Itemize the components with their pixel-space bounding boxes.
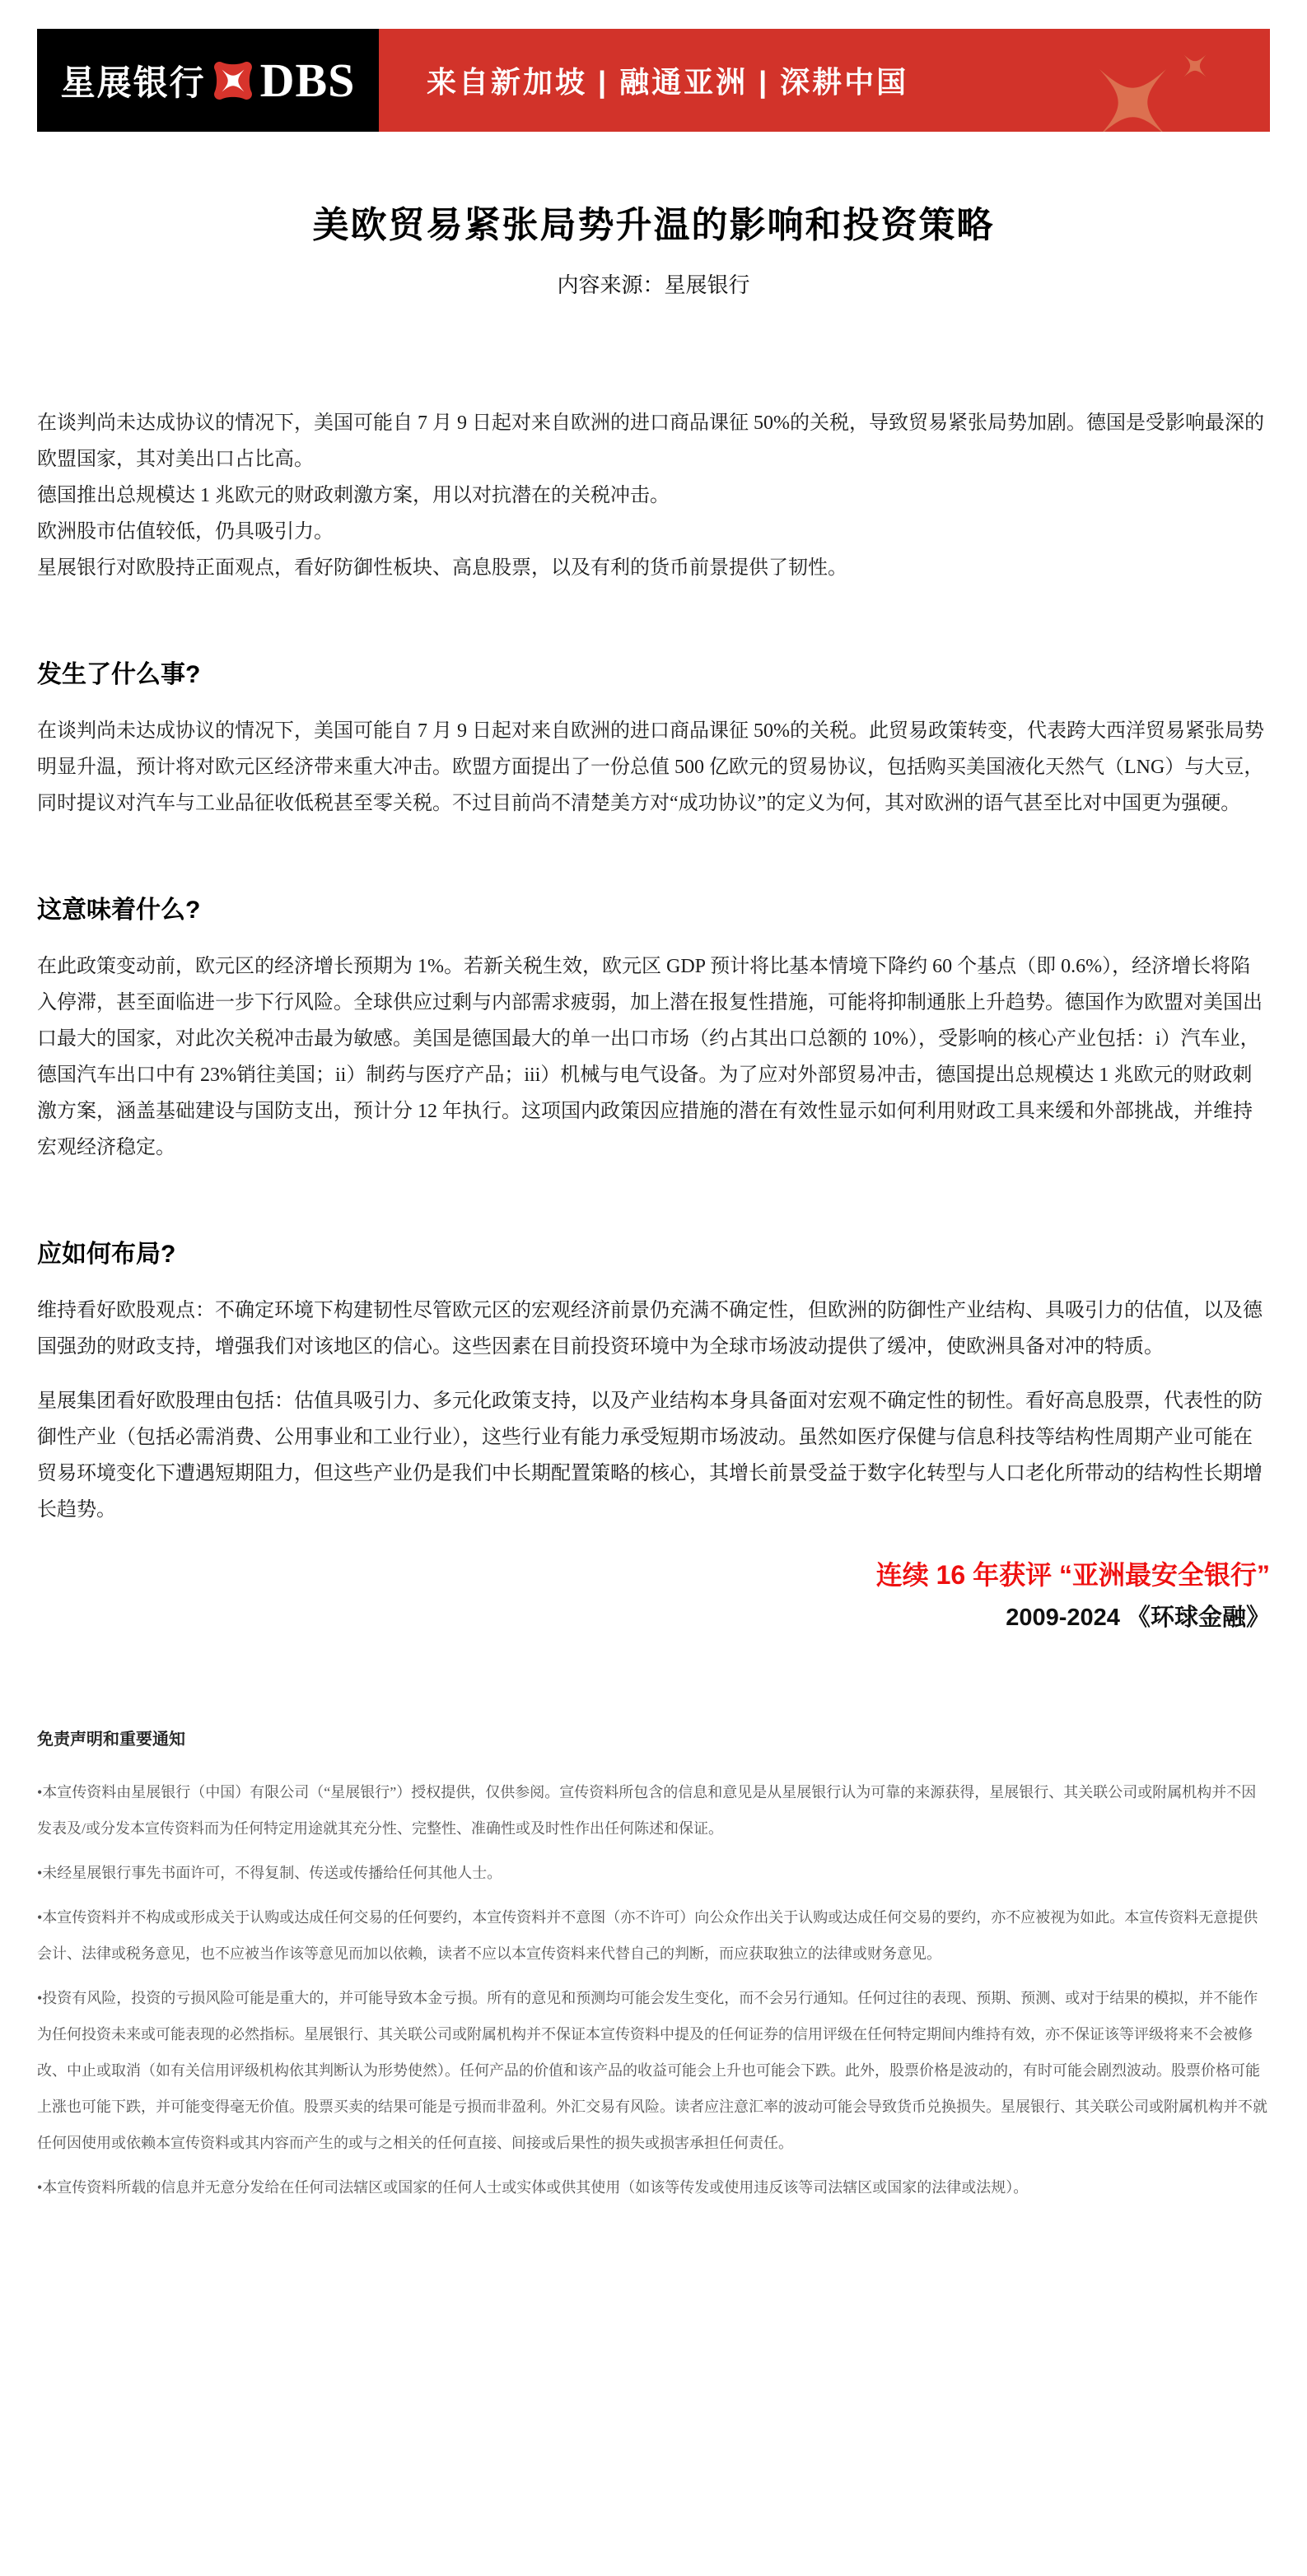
section-what-happened xyxy=(37,659,1270,822)
disclaimer-heading: 免责声明和重要通知 xyxy=(37,1731,185,1749)
header-banner xyxy=(37,29,1270,132)
summary-line: 星展银行对欧股持正面观点，看好防御性板块、高息股票，以及有利的货币前景提供了韧性。 xyxy=(37,557,847,579)
section-heading: 这意味着什么? xyxy=(37,897,201,924)
dbs-sparkle-small-icon xyxy=(1179,50,1211,82)
section-paragraph: 在谈判尚未达成协议的情况下，美国可能自 7 月 9 日起对来自欧洲的进口商品课征 50%的关税。此贸易政策转变，代表跨大西洋贸易紧张局势明显升温，预计将对欧元区经济带来重大冲击。欧盟方面提出了一份总值 500 亿欧元的贸易协议，包括购买美国液化天然气（LNG）与大豆，同时提议对汽车与工业品征收低税甚至零关税。不过目前尚不清楚美方对“成功协议”的定义为何，其对欧洲的语气甚至比对中国更为强硬。 xyxy=(37,720,1264,814)
summary-line: 欧洲股市估值较低，仍具吸引力。 xyxy=(37,521,334,543)
disclaimer-bullet: •本宣传资料由星展银行（中国）有限公司（“星展银行”）授权提供，仅供参阅。宣传资料所包含的信息和意见是从星展银行认为可靠的来源获得，星展银行、其关联公司或附属机构并不因发表及/或分发本宣传资料而为任何特定用途就其充分性、完整性、准确性或及时性作出任何陈述和保证。 xyxy=(37,1784,1257,1837)
section-how-to-position xyxy=(37,1238,1270,1528)
section-paragraph: 维持看好欧股观点：不确定环境下构建韧性尽管欧元区的宏观经济前景仍充满不确定性，但欧洲的防御性产业结构、具吸引力的估值，以及德国强劲的财政支持，增强我们对该地区的信心。这些因素在目前投资环境中为全球市场波动提供了缓冲，使欧洲具备对冲的特质。 xyxy=(37,1300,1263,1358)
summary-line: 在谈判尚未达成协议的情况下，美国可能自 7 月 9 日起对来自欧洲的进口商品课征 50%的关税，导致贸易紧张局势加剧。德国是受影响最深的欧盟国家，其对美出口占比高。 xyxy=(37,412,1264,470)
section-paragraph: 在此政策变动前，欧元区的经济增长预期为 1%。若新关税生效，欧元区 GDP 预计将比基本情境下降约 60 个基点（即 0.6%），经济增长将陷入停滞，甚至面临进一步下行风险。全球供应过剩与内部需求疲弱，加上潜在报复性措施，可能将抑制通胀上升趋势。德国作为欧盟对美国出口最大的国家，对此次关税冲击最为敏感。美国是德国最大的单一出口市场（约占其出口总额的 10%），受影响的核心产业包括：i）汽车业，德国汽车出口中有 23%销往美国；ii）制药与医疗产品；iii）机械与电气设备。为了应对外部贸易冲击，德国提出总规模达 1 兆欧元的财政刺激方案，涵盖基础建设与国防支出，预计分 12 年执行。这项国内政策因应措施的潜在有效性显示如何利用财政工具来缓和外部挑战，并维持宏观经济稳定。 xyxy=(37,956,1263,1158)
disclaimer-bullet: •投资有风险，投资的亏损风险可能是重大的，并可能导致本金亏损。所有的意见和预测均可能会发生变化，而不会另行通知。任何过往的表现、预期、预测、或对于结果的模拟，并不能作为任何投资未来或可能表现的必然指标。星展银行、其关联公司或附属机构并不保证本宣传资料中提及的任何证券的信用评级在任何特定期间内维持有效，亦不保证该等评级将来不会被修改、中止或取消（如有关信用评级机构依其判断认为形势使然）。任何产品的价值和该产品的收益可能会上升也可能会下跌。此外，股票价格是波动的，有时可能会剧烈波动。股票价格可能上涨也可能下跌，并可能变得毫无价值。股票买卖的结果可能是亏损而非盈利。外汇交易有风险。读者应注意汇率的波动可能会导致货币兑换损失。星展银行、其关联公司或附属机构并不就任何因使用或依赖本宣传资料或其内容而产生的或与之相关的任何直接、间接或后果性的损失或损害承担任何责任。 xyxy=(37,1990,1267,2151)
dbs-sparkle-icon xyxy=(1085,55,1180,132)
dbs-logo-text: DBS xyxy=(259,53,356,107)
award-block xyxy=(37,1558,1270,1633)
disclaimer-bullet: •本宣传资料所载的信息并无意分发给在任何司法辖区或国家的任何人士或实体或供其使用（如该等传发或使用违反该等司法辖区或国家的法律或法规）。 xyxy=(37,2179,1029,2196)
disclaimer-bullet: •本宣传资料并不构成或形成关于认购或达成任何交易的任何要约，本宣传资料并不意图（亦不许可）向公众作出关于认购或达成任何交易的要约，亦不应被视为如此。本宣传资料无意提供会计、法律或税务意见，也不应被当作该等意见而加以依赖，读者不应以本宣传资料来代替自己的判断，而应获取独立的法律或财务意见。 xyxy=(37,1909,1258,1962)
disclaimer-bullet: •未经星展银行事先书面许可，不得复制、传送或传播给任何其他人士。 xyxy=(37,1865,502,1881)
disclaimer xyxy=(0,1728,1307,2206)
dbs-logo xyxy=(37,29,379,132)
article-title: 美欧贸易紧张局势升温的影响和投资策略 xyxy=(312,205,995,245)
header-tagline: 来自新加坡 | 融通亚洲 | 深耕中国 xyxy=(427,65,909,99)
award-source: 2009-2024 《环球金融》 xyxy=(1006,1605,1270,1631)
summary-block xyxy=(37,405,1270,586)
article xyxy=(0,203,1307,1633)
article-source: 内容来源：星展银行 xyxy=(557,273,750,297)
dbs-shield-icon xyxy=(212,60,254,101)
award-headline: 连续 16 年获评 “亚洲最安全银行” xyxy=(875,1560,1270,1590)
section-what-it-means xyxy=(37,894,1270,1166)
summary-line: 德国推出总规模达 1 兆欧元的财政刺激方案，用以对抗潜在的关税冲击。 xyxy=(37,485,670,506)
section-heading: 应如何布局? xyxy=(37,1241,176,1268)
section-paragraph: 星展集团看好欧股理由包括：估值具吸引力、多元化政策支持，以及产业结构本身具备面对宏观不确定性的韧性。看好高息股票，代表性的防御性产业（包括必需消费、公用事业和工业行业），这些行业有能力承受短期市场波动。虽然如医疗保健与信息科技等结构性周期产业可能在贸易环境变化下遭遇短期阻力，但这些产业仍是我们中长期配置策略的核心，其增长前景受益于数字化转型与人口老化所带动的结构性长期增长趋势。 xyxy=(37,1390,1263,1521)
section-heading: 发生了什么事? xyxy=(37,661,201,688)
header-tagline-bar xyxy=(379,29,1270,132)
dbs-logo-chinese-text: 星展银行 xyxy=(60,63,206,102)
